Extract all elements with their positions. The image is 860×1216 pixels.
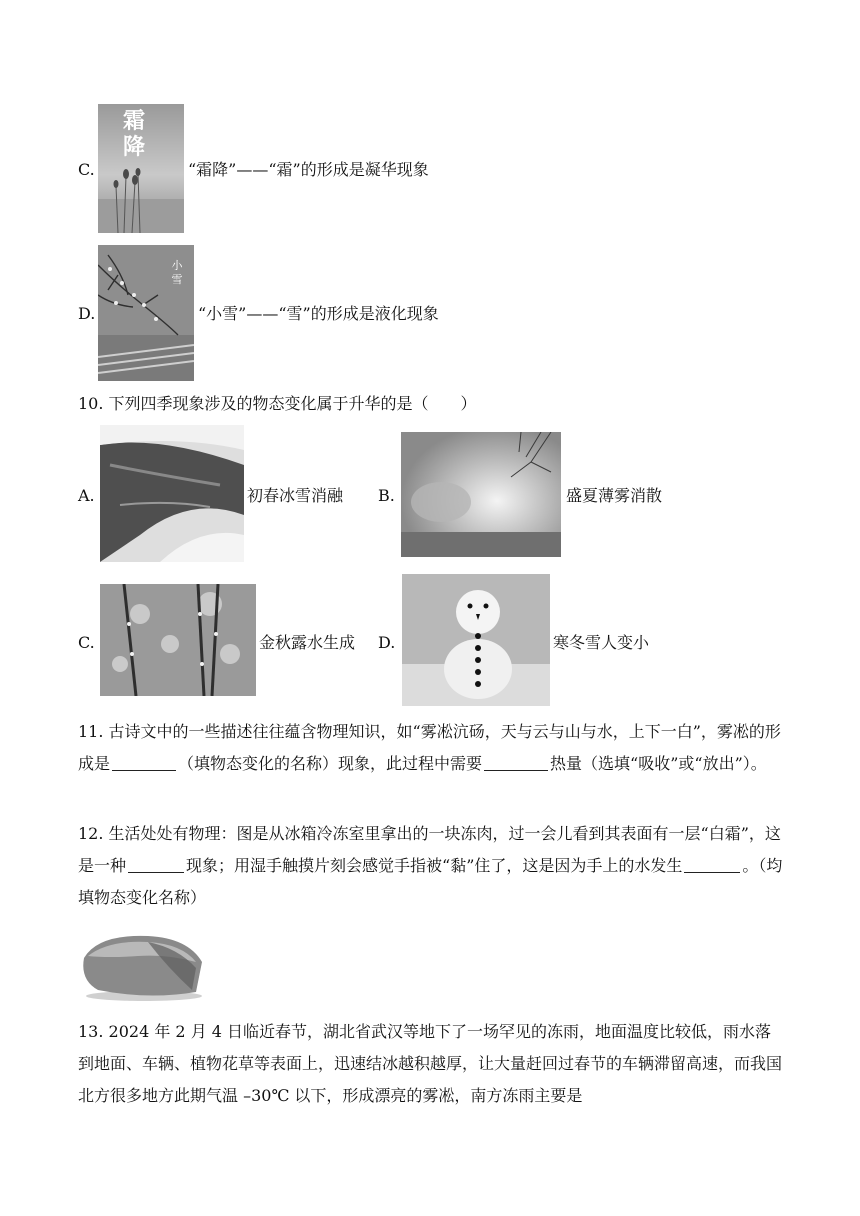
q10-option-d-text: 寒冬雪人变小: [553, 633, 650, 652]
q10-option-d-label: D.: [378, 633, 396, 652]
q12-part2: 现象；用湿手触摸片刻会感觉手指被“黏”住了，这是因为手上的水发生: [186, 856, 683, 875]
q10-option-c-label: C.: [78, 633, 95, 652]
q10-option-c-text: 金秋露水生成: [259, 633, 356, 652]
q11-blank-2[interactable]: [484, 754, 548, 771]
q11-part2: （填物态变化的名称）现象，此过程中需要: [178, 754, 483, 773]
q12-blank-2[interactable]: [684, 856, 740, 873]
fog-image: [401, 432, 561, 557]
question-12: [78, 818, 783, 914]
melting-ice-image: [100, 425, 244, 562]
option-c-label: C.: [78, 160, 95, 179]
q10-option-a-text: 初春冰雪消融: [247, 486, 344, 505]
question-10-stem: 10. 下列四季现象涉及的物态变化属于升华的是（ ）: [78, 394, 477, 413]
dew-image: [100, 584, 256, 696]
q11-part1: 11. 古诗文中的一些描述往往蕴含物理知识，如“雾凇沆砀，天与云与山与水，上下一白”，雾凇的形成是: [78, 722, 781, 773]
q11-blank-1[interactable]: [112, 754, 176, 771]
q11-part3: 热量（选填“吸收”或“放出”）。: [550, 754, 767, 773]
option-d-text: “小雪”——“雪”的形成是液化现象: [198, 304, 439, 323]
question-13: 13. 2024 年 2 月 4 日临近春节，湖北省武汉等地下了一场罕见的冻雨，地面温度比较低，雨水落到地面、车辆、植物花草等表面上，迅速结冰越积越厚，让大量赶回过春节的车辆滞留高速，而我国北方很多地方此期气温 –30℃ 以下，形成漂亮的雾凇，南方冻雨主要是: [78, 1022, 783, 1105]
light-snow-image: [98, 245, 194, 381]
frost-descent-image: [98, 104, 184, 233]
q10-option-b-text: 盛夏薄雾消散: [566, 486, 663, 505]
option-d-label: D.: [78, 304, 96, 323]
image-caption-snow: 小雪: [171, 259, 183, 286]
q12-blank-1[interactable]: [128, 856, 184, 873]
frozen-meat-image: [78, 928, 206, 1002]
snowman-image: [402, 574, 550, 706]
q10-option-b-label: B.: [378, 486, 395, 505]
question-11: [78, 716, 783, 780]
q12-part1: 12. 生活处处有物理：图是从冰箱冷冻室里拿出的一块冻肉，过一会儿看到其表面有一层“白霜”，这是一种: [78, 824, 781, 875]
image-caption-frost: 霜降: [122, 108, 145, 160]
q10-option-a-label: A.: [78, 486, 95, 505]
q12-part3: 。（均填物态变化名称）: [78, 856, 783, 907]
option-c-text: “霜降”——“霜”的形成是凝华现象: [188, 160, 429, 179]
